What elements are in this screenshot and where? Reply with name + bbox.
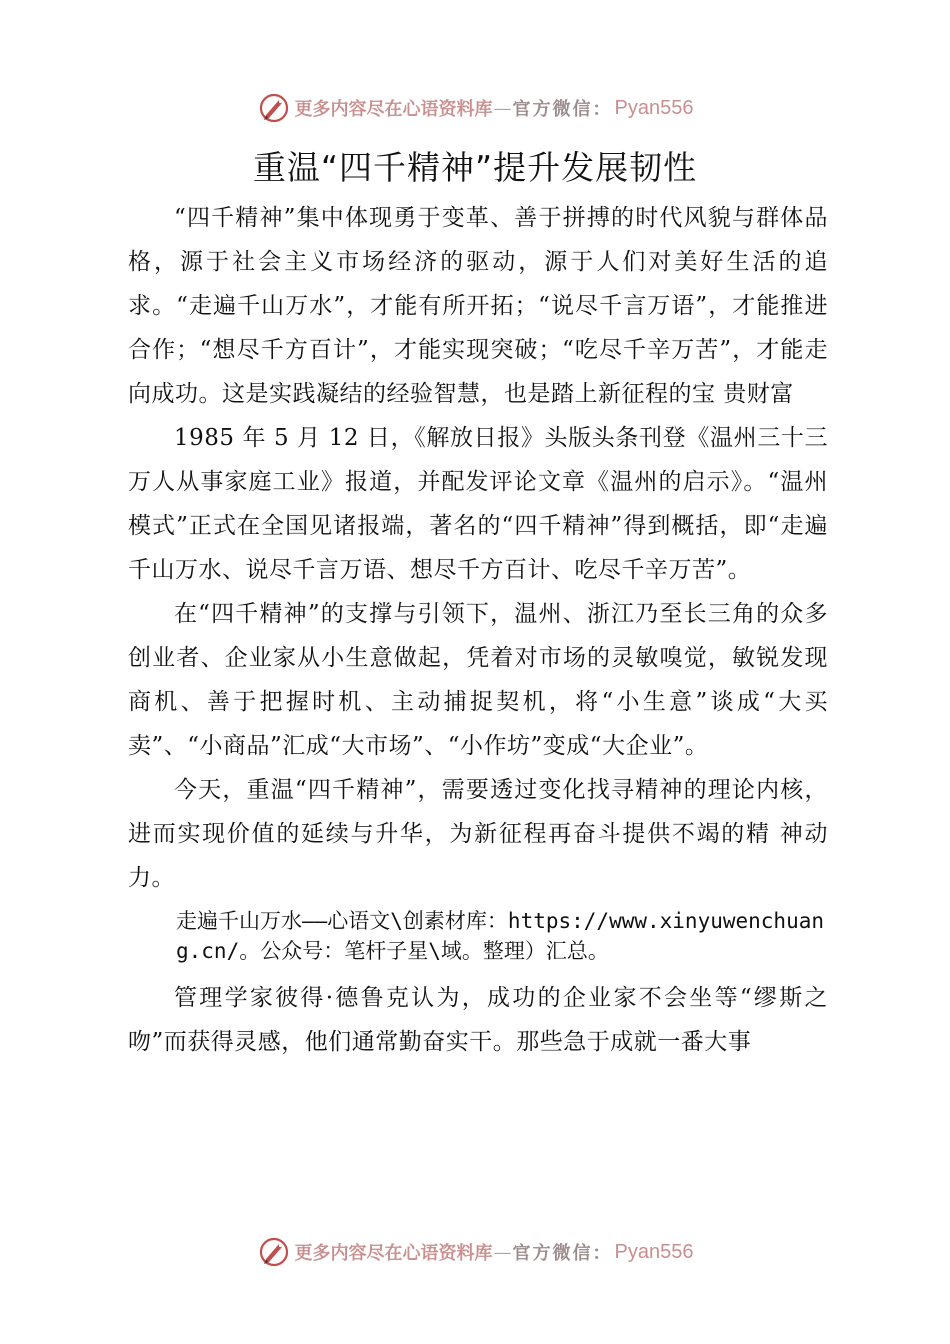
- banner-separator: —: [493, 97, 512, 119]
- banner-separator: —: [493, 1241, 512, 1263]
- header-banner: [0, 88, 950, 128]
- paragraph-3: 在“四千精神”的支撑与引领下，温州、浙江乃至长三角的众多创业者、企业家从小生意做起，凭着对市场的灵敏嗅觉，敏锐发现商机、善于把握时机、主动捕捉契机，将“小生意”谈成“大买卖”、“小商品”汇成“大市场”、“小作坊”变成“大企业”。: [128, 601, 828, 759]
- banner-wechat-label: 官方微信：: [512, 1243, 613, 1264]
- pen-logo-icon: [257, 1235, 291, 1269]
- document-title: 重温“四千精神”提升发展韧性: [252, 148, 698, 187]
- banner-wechat-label: 官方微信：: [512, 99, 613, 120]
- document-body: [128, 196, 828, 1064]
- pen-logo-icon: [257, 91, 291, 125]
- banner-brand-text: 更多内容尽在心语资料库: [294, 99, 493, 120]
- banner-brand-text: 更多内容尽在心语资料库: [294, 1243, 493, 1264]
- banner-account: Pyan556: [614, 96, 694, 119]
- paragraph-5: 管理学家彼得·德鲁克认为，成功的企业家不会坐等“缪斯之吻”而获得灵感，他们通常勤奋实干。那些急于成就一番大事: [128, 985, 828, 1055]
- source-note: 走遍千山万水——心语文\创素材库：https://www.xinyuwenchuang.cn/。公众号：笔杆子星\域。整理）汇总。: [176, 909, 825, 963]
- footer-banner: [0, 1232, 950, 1272]
- paragraph-1: “四千精神”集中体现勇于变革、善于拼搏的时代风貌与群体品格，源于社会主义市场经济的驱动，源于人们对美好生活的追求。“走遍千山万水”，才能有所开拓；“说尽千言万语”，才能推进合作；“想尽千方百计”，才能实现突破；“吃尽千辛万苦”，才能走向成功。这是实践凝结的经验智慧，也是踏上新征程的宝 贵财富: [128, 205, 828, 407]
- paragraph-2: 1985 年 5 月 12 日，《解放日报》头版头条刊登《温州三十三万人从事家庭工业》报道，并配发评论文章《温州的启示》。“温州模式”正式在全国见诸报端，著名的“四千精神”得到概括，即“走遍千山万水、说尽千言万语、想尽千方百计、吃尽千辛万苦”。: [128, 425, 828, 583]
- banner-account: Pyan556: [614, 1240, 694, 1263]
- paragraph-4: 今天，重温“四千精神”，需要透过变化找寻精神的理论内核，进而实现价值的延续与升华，为新征程再奋斗提供不竭的精 神动力。: [128, 777, 828, 891]
